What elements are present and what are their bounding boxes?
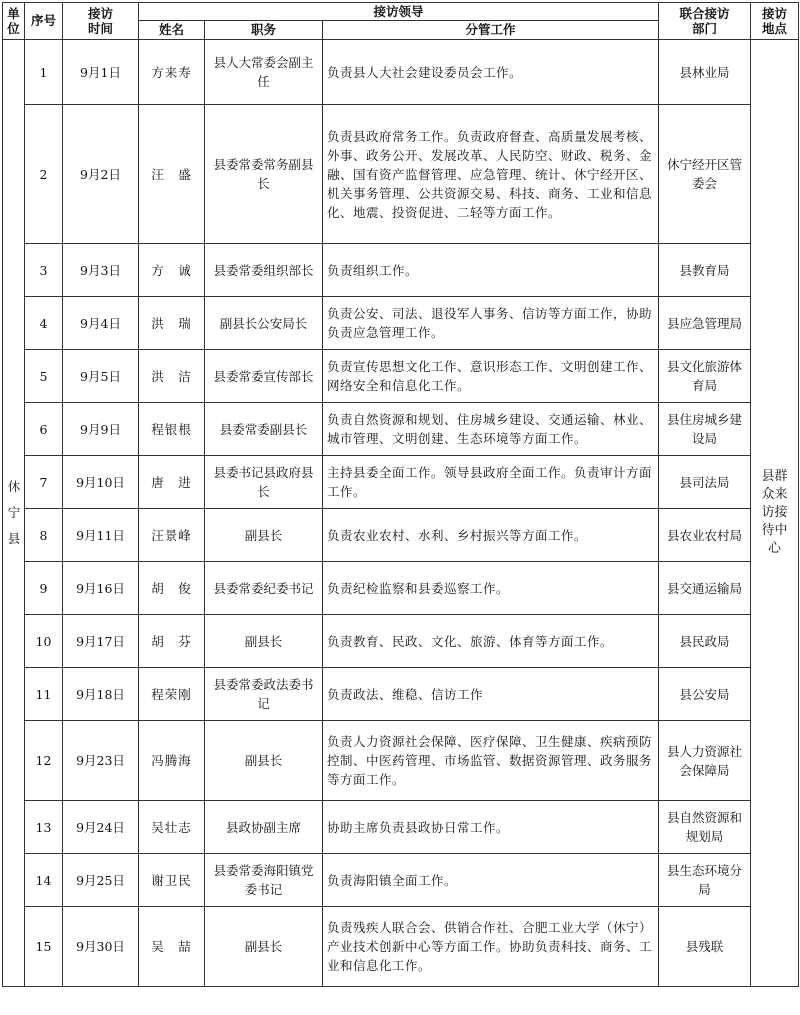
duty-cell: 负责纪检监察和县委巡察工作。	[323, 562, 659, 615]
duty-cell: 协助主席负责县政协日常工作。	[323, 801, 659, 854]
date-cell: 9月18日	[63, 668, 139, 721]
seq-cell: 5	[25, 350, 63, 403]
table-row	[3, 801, 799, 854]
date-cell: 9月2日	[63, 105, 139, 244]
table-row	[3, 456, 799, 509]
dept-cell: 县住房城乡建设局	[659, 403, 751, 456]
table-row	[3, 244, 799, 297]
header-leader-group: 接访领导	[139, 3, 659, 21]
position-cell: 县委常委副县长	[205, 403, 323, 456]
position-cell: 副县长	[205, 509, 323, 562]
position-cell: 副县长	[205, 907, 323, 987]
dept-cell: 县民政局	[659, 615, 751, 668]
duty-cell: 负责宣传思想文化工作、意识形态工作、文明创建工作、网络安全和信息化工作。	[323, 350, 659, 403]
table-row	[3, 105, 799, 244]
seq-cell: 1	[25, 40, 63, 105]
position-cell: 县委常委海阳镇党委书记	[205, 854, 323, 907]
header-duty: 分管工作	[323, 21, 659, 40]
seq-cell: 12	[25, 721, 63, 801]
reception-schedule-table	[2, 2, 799, 987]
table-row	[3, 907, 799, 987]
dept-cell: 县公安局	[659, 668, 751, 721]
seq-cell: 6	[25, 403, 63, 456]
name-cell: 吴壮志	[139, 801, 205, 854]
date-cell: 9月16日	[63, 562, 139, 615]
position-cell: 副县长	[205, 615, 323, 668]
position-cell: 县委常委宣传部长	[205, 350, 323, 403]
table-row	[3, 297, 799, 350]
seq-cell: 8	[25, 509, 63, 562]
name-cell: 唐 进	[139, 456, 205, 509]
date-cell: 9月11日	[63, 509, 139, 562]
duty-cell: 负责农业农村、水利、乡村振兴等方面工作。	[323, 509, 659, 562]
table-row	[3, 668, 799, 721]
date-cell: 9月23日	[63, 721, 139, 801]
seq-cell: 14	[25, 854, 63, 907]
seq-cell: 9	[25, 562, 63, 615]
name-cell: 汪 盛	[139, 105, 205, 244]
dept-cell: 县人力资源社会保障局	[659, 721, 751, 801]
table-row	[3, 40, 799, 105]
dept-cell: 县应急管理局	[659, 297, 751, 350]
place-cell: 县群众来访接待中心	[751, 40, 799, 987]
date-cell: 9月17日	[63, 615, 139, 668]
name-cell: 方来寿	[139, 40, 205, 105]
duty-cell: 负责残疾人联合会、供销合作社、合肥工业大学（休宁）产业技术创新中心等方面工作。协助负责科技、商务、工业和信息化工作。	[323, 907, 659, 987]
duty-cell: 负责人力资源社会保障、医疗保障、卫生健康、疾病预防控制、中医药管理、市场监管、数据资源管理、政务服务等方面工作。	[323, 721, 659, 801]
position-cell: 县委常委组织部长	[205, 244, 323, 297]
seq-cell: 13	[25, 801, 63, 854]
table-row	[3, 350, 799, 403]
duty-cell: 负责海阳镇全面工作。	[323, 854, 659, 907]
header-time: 接访时间	[63, 3, 139, 40]
name-cell: 胡 芬	[139, 615, 205, 668]
table-row	[3, 403, 799, 456]
position-cell: 县人大常委会副主任	[205, 40, 323, 105]
table-row	[3, 615, 799, 668]
name-cell: 汪景峰	[139, 509, 205, 562]
name-cell: 冯腾海	[139, 721, 205, 801]
table-row	[3, 509, 799, 562]
position-cell: 副县长	[205, 721, 323, 801]
table-row	[3, 562, 799, 615]
duty-cell: 负责教育、民政、文化、旅游、体育等方面工作。	[323, 615, 659, 668]
position-cell: 县委常委常务副县长	[205, 105, 323, 244]
dept-cell: 县文化旅游体育局	[659, 350, 751, 403]
duty-cell: 负责组织工作。	[323, 244, 659, 297]
position-cell: 县委常委纪委书记	[205, 562, 323, 615]
dept-cell: 休宁经开区管委会	[659, 105, 751, 244]
date-cell: 9月1日	[63, 40, 139, 105]
header-name: 姓名	[139, 21, 205, 40]
unit-cell: 休宁县	[3, 40, 25, 987]
position-cell: 副县长公安局长	[205, 297, 323, 350]
duty-cell: 主持县委全面工作。领导县政府全面工作。负责审计方面工作。	[323, 456, 659, 509]
dept-cell: 县交通运输局	[659, 562, 751, 615]
dept-cell: 县生态环境分局	[659, 854, 751, 907]
header-row-top	[3, 3, 799, 21]
header-position: 职务	[205, 21, 323, 40]
name-cell: 谢卫民	[139, 854, 205, 907]
position-cell: 县政协副主席	[205, 801, 323, 854]
seq-cell: 2	[25, 105, 63, 244]
seq-cell: 11	[25, 668, 63, 721]
dept-cell: 县残联	[659, 907, 751, 987]
dept-cell: 县农业农村局	[659, 509, 751, 562]
name-cell: 吴 喆	[139, 907, 205, 987]
date-cell: 9月24日	[63, 801, 139, 854]
seq-cell: 10	[25, 615, 63, 668]
duty-cell: 负责自然资源和规划、住房城乡建设、交通运输、林业、城市管理、文明创建、生态环境等方面工作。	[323, 403, 659, 456]
dept-cell: 县林业局	[659, 40, 751, 105]
date-cell: 9月9日	[63, 403, 139, 456]
date-cell: 9月3日	[63, 244, 139, 297]
header-unit: 单位	[3, 3, 25, 40]
header-place: 接访地点	[751, 3, 799, 40]
table-row	[3, 854, 799, 907]
date-cell: 9月4日	[63, 297, 139, 350]
position-cell: 县委常委政法委书记	[205, 668, 323, 721]
seq-cell: 3	[25, 244, 63, 297]
name-cell: 方 诚	[139, 244, 205, 297]
date-cell: 9月30日	[63, 907, 139, 987]
position-cell: 县委书记县政府县长	[205, 456, 323, 509]
name-cell: 程荣刚	[139, 668, 205, 721]
duty-cell: 负责政法、维稳、信访工作	[323, 668, 659, 721]
table-row	[3, 721, 799, 801]
dept-cell: 县司法局	[659, 456, 751, 509]
seq-cell: 7	[25, 456, 63, 509]
duty-cell: 负责公安、司法、退役军人事务、信访等方面工作，协助负责应急管理工作。	[323, 297, 659, 350]
header-seq: 序号	[25, 3, 63, 40]
header-dept: 联合接访部门	[659, 3, 751, 40]
seq-cell: 4	[25, 297, 63, 350]
duty-cell: 负责县人大社会建设委员会工作。	[323, 40, 659, 105]
seq-cell: 15	[25, 907, 63, 987]
dept-cell: 县自然资源和规划局	[659, 801, 751, 854]
name-cell: 洪 瑞	[139, 297, 205, 350]
name-cell: 胡 俊	[139, 562, 205, 615]
date-cell: 9月10日	[63, 456, 139, 509]
duty-cell: 负责县政府常务工作。负责政府督查、高质量发展考核、外事、政务公开、发展改革、人民防空、财政、税务、金融、国有资产监督管理、应急管理、统计、休宁经开区、机关事务管理、公共资源交易、科技、商务、工业和信息化、地震、投资促进、二轻等方面工作。	[323, 105, 659, 244]
dept-cell: 县教育局	[659, 244, 751, 297]
name-cell: 洪 洁	[139, 350, 205, 403]
date-cell: 9月25日	[63, 854, 139, 907]
date-cell: 9月5日	[63, 350, 139, 403]
name-cell: 程银根	[139, 403, 205, 456]
